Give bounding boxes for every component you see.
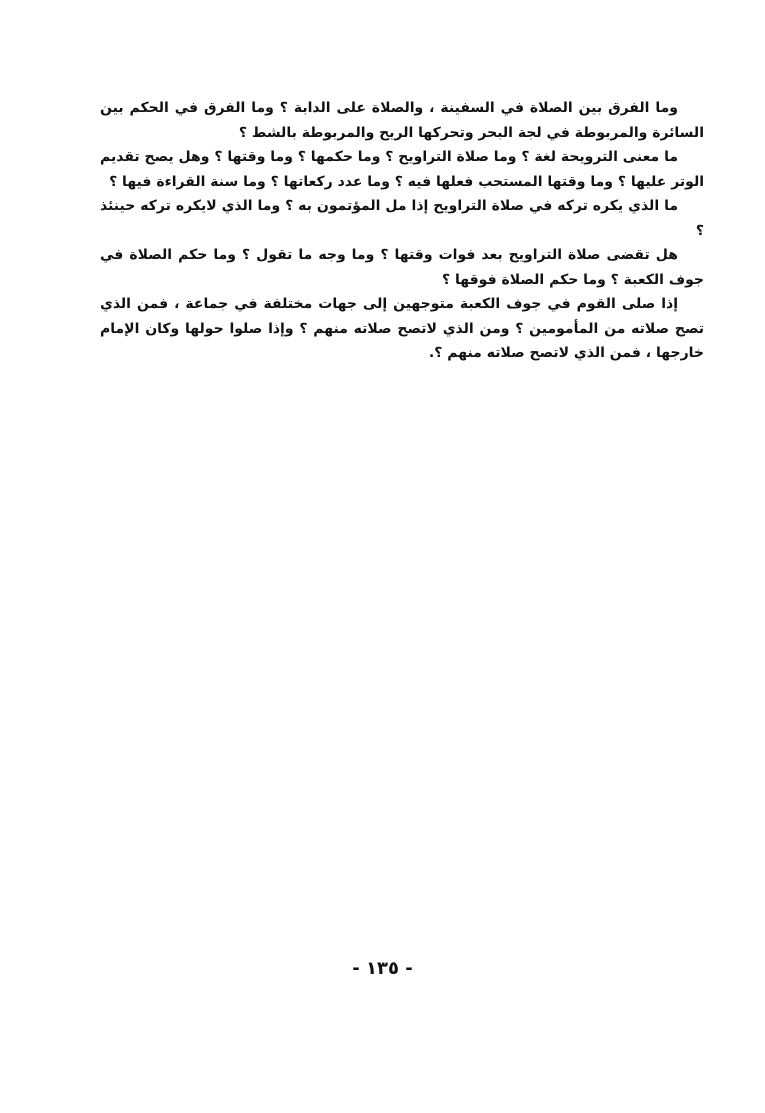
page-number: - ١٣٥ - <box>352 958 413 979</box>
paragraph: إذا صلى القوم في جوف الكعبة متوجهين إلى جهات مختلفة في جماعة ، فمن الذي تصح صلاته من المأمومين ؟ ومن الذي لاتصح صلاته منهم ؟ وإذا صلوا حولها وكان الإمام خارجها ، فمن الذي لاتصح صلاته منهم ؟. <box>100 296 704 361</box>
paragraph: ما معنى الترويحة لغة ؟ وما صلاة التراويح ؟ وما حكمها ؟ وما وقتها ؟ وهل يصح تقديم الوتر عليها ؟ وما وقتها المستحب فعلها فيه ؟ وما عدد ركعاتها ؟ وما سنة القراءة فيها ؟ <box>100 149 704 190</box>
paragraph: هل تقضى صلاة التراويح بعد فوات وقتها ؟ وما وجه ما تقول ؟ وما حكم الصلاة في جوف الكعبة ؟ وما حكم الصلاة فوقها ؟ <box>100 247 704 288</box>
paragraph: وما الفرق بين الصلاة في السفينة ، والصلاة على الدابة ؟ وما الفرق في الحكم بين السائرة والمربوطة في لجة البحر وتحركها الريح والمربوطة بالشط ؟ <box>100 100 704 141</box>
paragraph: ما الذي يكره تركه في صلاة التراويح إذا مل المؤتمون به ؟ وما الذي لايكره تركه حينئذ ؟ <box>100 198 704 239</box>
body-text <box>100 96 704 366</box>
